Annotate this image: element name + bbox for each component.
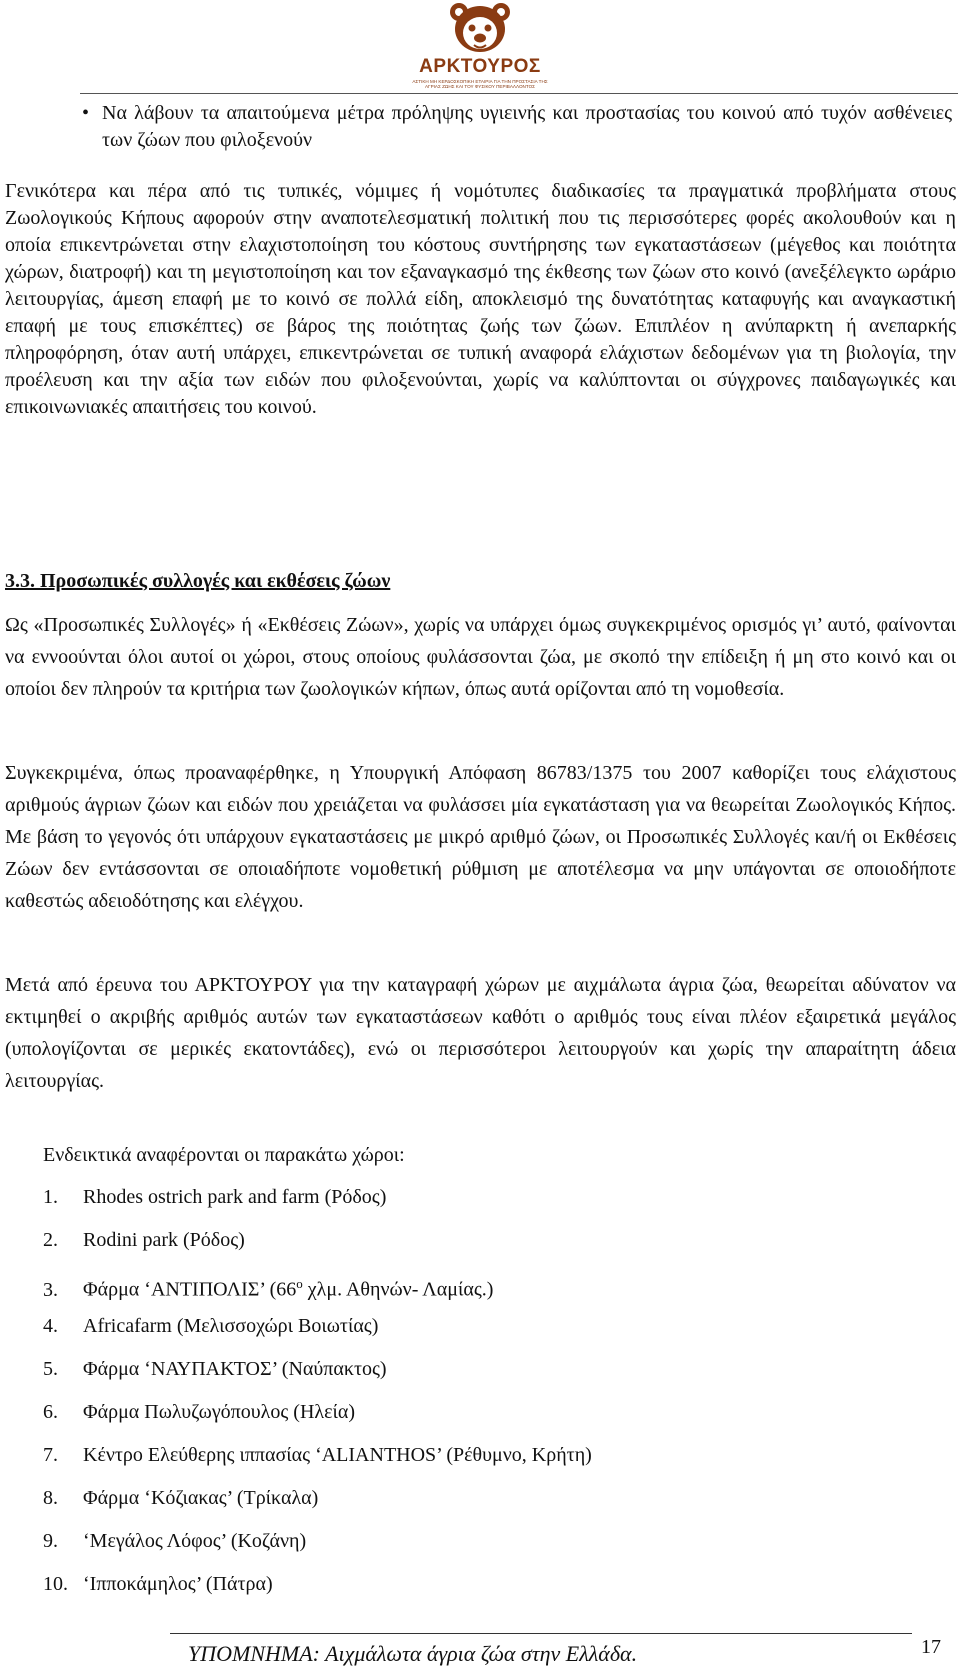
footer-divider bbox=[170, 1633, 912, 1634]
bullet-symbol: • bbox=[82, 102, 90, 124]
list-text: χλμ. Αθηνών- Λαμίας.) bbox=[302, 1278, 494, 1301]
list-item bbox=[43, 1528, 592, 1571]
facilities-list bbox=[43, 1184, 592, 1614]
section-heading: 3.3. Προσωπικές συλλογές και εκθέσεις ζώων bbox=[5, 570, 391, 592]
logo-subtitle: ΑΣΤΙΚΗ ΜΗ ΚΕΡΔΟΣΚΟΠΙΚΗ ΕΤΑΙΡΙΑ ΓΙΑ ΤΗΝ ΠΡΟΣΤΑΣΙΑ ΤΗΣ ΑΓΡΙΑΣ ΖΩΗΣ ΚΑΙ ΤΟΥ ΦΥΣΙΚΟΥ ΠΕΡΙΒΑΛΛΟΝΤΟΣ bbox=[412, 79, 548, 89]
list-intro: Ενδεικτικά αναφέρονται οι παρακάτω χώροι: bbox=[43, 1144, 405, 1166]
list-number: 7. bbox=[43, 1444, 58, 1466]
footer-title: ΥΠΟΜΝΗΜΑ: Αιχμάλωτα άγρια ζώα στην Ελλάδα. bbox=[188, 1641, 638, 1666]
logo-name: ΑΡΚΤΟΥΡΟΣ bbox=[419, 56, 541, 77]
list-number: 1. bbox=[43, 1186, 58, 1208]
list-number: 4. bbox=[43, 1315, 58, 1337]
list-text: Rodini park (Ρόδος) bbox=[83, 1229, 245, 1251]
list-item bbox=[43, 1184, 592, 1227]
paragraph-legislation bbox=[5, 757, 956, 917]
list-number: 9. bbox=[43, 1530, 58, 1552]
list-text: ‘Μεγάλος Λόφος’ (Κοζάνη) bbox=[83, 1530, 307, 1552]
list-number: 10. bbox=[43, 1573, 68, 1595]
bullet-item bbox=[82, 100, 952, 154]
paragraph-text: Μετά από έρευνα του ΑΡΚΤΟΥΡΟΥ για την καταγραφή χώρων με αιχμάλωτα άγρια ζώα, θεωρείται αδύνατον να εκτιμηθεί ο ακριβής αριθμός αυτών των εγκαταστάσεων καθότι ο αριθμός τους είναι πλέον εξαιρετικά μεγάλος (υπολογίζονται σε μερικές εκατοντάδες), ενώ οι περισσότεροι λειτουργούν και χωρίς την απαραίτητη άδεια λειτουργίας. bbox=[5, 974, 956, 1092]
list-number: 3. bbox=[43, 1278, 58, 1301]
bullet-text: Να λάβουν τα απαιτούμενα μέτρα πρόληψης υγιεινής και προστασίας του κοινού από τυχόν ασθένειες των ζώων που φιλοξενούν bbox=[102, 102, 952, 151]
list-item bbox=[43, 1571, 592, 1614]
paragraph-text: Ως «Προσωπικές Συλλογές» ή «Εκθέσεις Ζώων», χωρίς να υπάρχει όμως συγκεκριμένος ορισμός γι’ αυτό, φαίνονται να εννοούνται όλοι αυτοί οι χώροι, στους οποίους φυλάσσονται ζώα, με σκοπό την επίδειξη ή μη στο κοινό και οι οποίοι δεν πληρούν τα κριτήρια των ζωολογικών κήπων, όπως αυτά ορίζονται από τη νομοθεσία. bbox=[5, 614, 956, 700]
list-item bbox=[43, 1356, 592, 1399]
superscript: ο bbox=[296, 1276, 303, 1291]
paragraph-text: Γενικότερα και πέρα από τις τυπικές, νόμιμες ή νομότυπες διαδικασίες τα πραγματικά προβλήματα στους Ζωολογικούς Κήπους αφορούν στην αναποτελεσματική πολιτική που τις περισσότερες φορές ακολουθούν και η οποία επικεντρώνεται στην ελαχιστοποίηση του κόστους συντήρησης των εγκαταστάσεων (μέγεθος και ποιότητα χώρων, διατροφή) και τη μεγιστοποίηση και τον εξαναγκασμό της έκθεσης των ζώων στο κοινό (ανεξέλεγκτο ωράριο λειτουργίας, άμεση επαφή με το κοινό σε πολλά είδη, αποκλεισμό της δυνατότητας καταφυγής και αναγκαστική επαφή με τους επισκέπτες) σε βάρος της ποιότητας ζωής των ζώων. Επιπλέον η ανύπαρκτη ή ανεπαρκής πληροφόρηση, όταν αυτή υπάρχει, επικεντρώνεται σε τυπική αναφορά ελάχιστων δεδομένων για τη βιολογία, την προέλευση και την αξία των ειδών που φιλοξενούνται, χωρίς να καλύπτονται οι σύγχρονες παιδαγωγικές και επικοινωνιακές απαιτήσεις του κοινού. bbox=[5, 180, 956, 418]
list-text: Κέντρο Ελεύθερης ιππασίας ‘ALIANTHOS’ (Ρέθυμνο, Κρήτη) bbox=[83, 1444, 592, 1466]
paragraph-research bbox=[5, 969, 956, 1097]
list-item bbox=[43, 1227, 592, 1270]
list-text: Φάρμα ‘ΑΝΤΙΠΟΛΙΣ’ (66 bbox=[83, 1278, 297, 1301]
list-item bbox=[43, 1270, 592, 1313]
list-number: 2. bbox=[43, 1229, 58, 1251]
list-text: Rhodes ostrich park and farm (Ρόδος) bbox=[83, 1186, 387, 1208]
paragraph-zoo-problems bbox=[5, 178, 956, 421]
header-divider bbox=[80, 93, 958, 94]
paragraph-text: Συγκεκριμένα, όπως προαναφέρθηκε, η Υπουργική Απόφαση 86783/1375 του 2007 καθορίζει τους ελάχιστους αριθμούς άγριων ζώων και ειδών που χρειάζεται να φυλάσσει μία εγκατάσταση για να θεωρείται Ζωολογικός Κήπος. Με βάση το γεγονός ότι υπάρχουν εγκαταστάσεις με μικρό αριθμό ζώων, οι Προσωπικές Συλλογές και/ή οι Εκθέσεις Ζώων δεν εντάσσονται σε οποιαδήποτε νομοθετική ρύθμιση με αποτέλεσμα να μην υπάγονται σε οποιοδήποτε καθεστώς αδειοδότησης και ελέγχου. bbox=[5, 762, 956, 912]
list-item bbox=[43, 1313, 592, 1356]
list-item bbox=[43, 1399, 592, 1442]
list-text: Φάρμα ‘Κόζιακας’ (Τρίκαλα) bbox=[83, 1487, 319, 1509]
list-text: ‘Ιπποκάμηλος’ (Πάτρα) bbox=[83, 1573, 273, 1595]
page-number: 17 bbox=[921, 1636, 941, 1658]
bear-head-icon bbox=[445, 0, 515, 56]
list-text: Φάρμα Πωλυζωγόπουλος (Ηλεία) bbox=[83, 1401, 356, 1423]
paragraph-definition bbox=[5, 609, 956, 705]
list-text: Africafarm (Μελισσοχώρι Βοιωτίας) bbox=[83, 1315, 379, 1337]
list-text: Φάρμα ‘ΝΑΥΠΑΚΤΟΣ’ (Ναύπακτος) bbox=[83, 1358, 387, 1380]
list-number: 8. bbox=[43, 1487, 58, 1509]
list-number: 6. bbox=[43, 1401, 58, 1423]
list-item bbox=[43, 1485, 592, 1528]
header-logo bbox=[400, 0, 560, 92]
list-item bbox=[43, 1442, 592, 1485]
list-number: 5. bbox=[43, 1358, 58, 1380]
